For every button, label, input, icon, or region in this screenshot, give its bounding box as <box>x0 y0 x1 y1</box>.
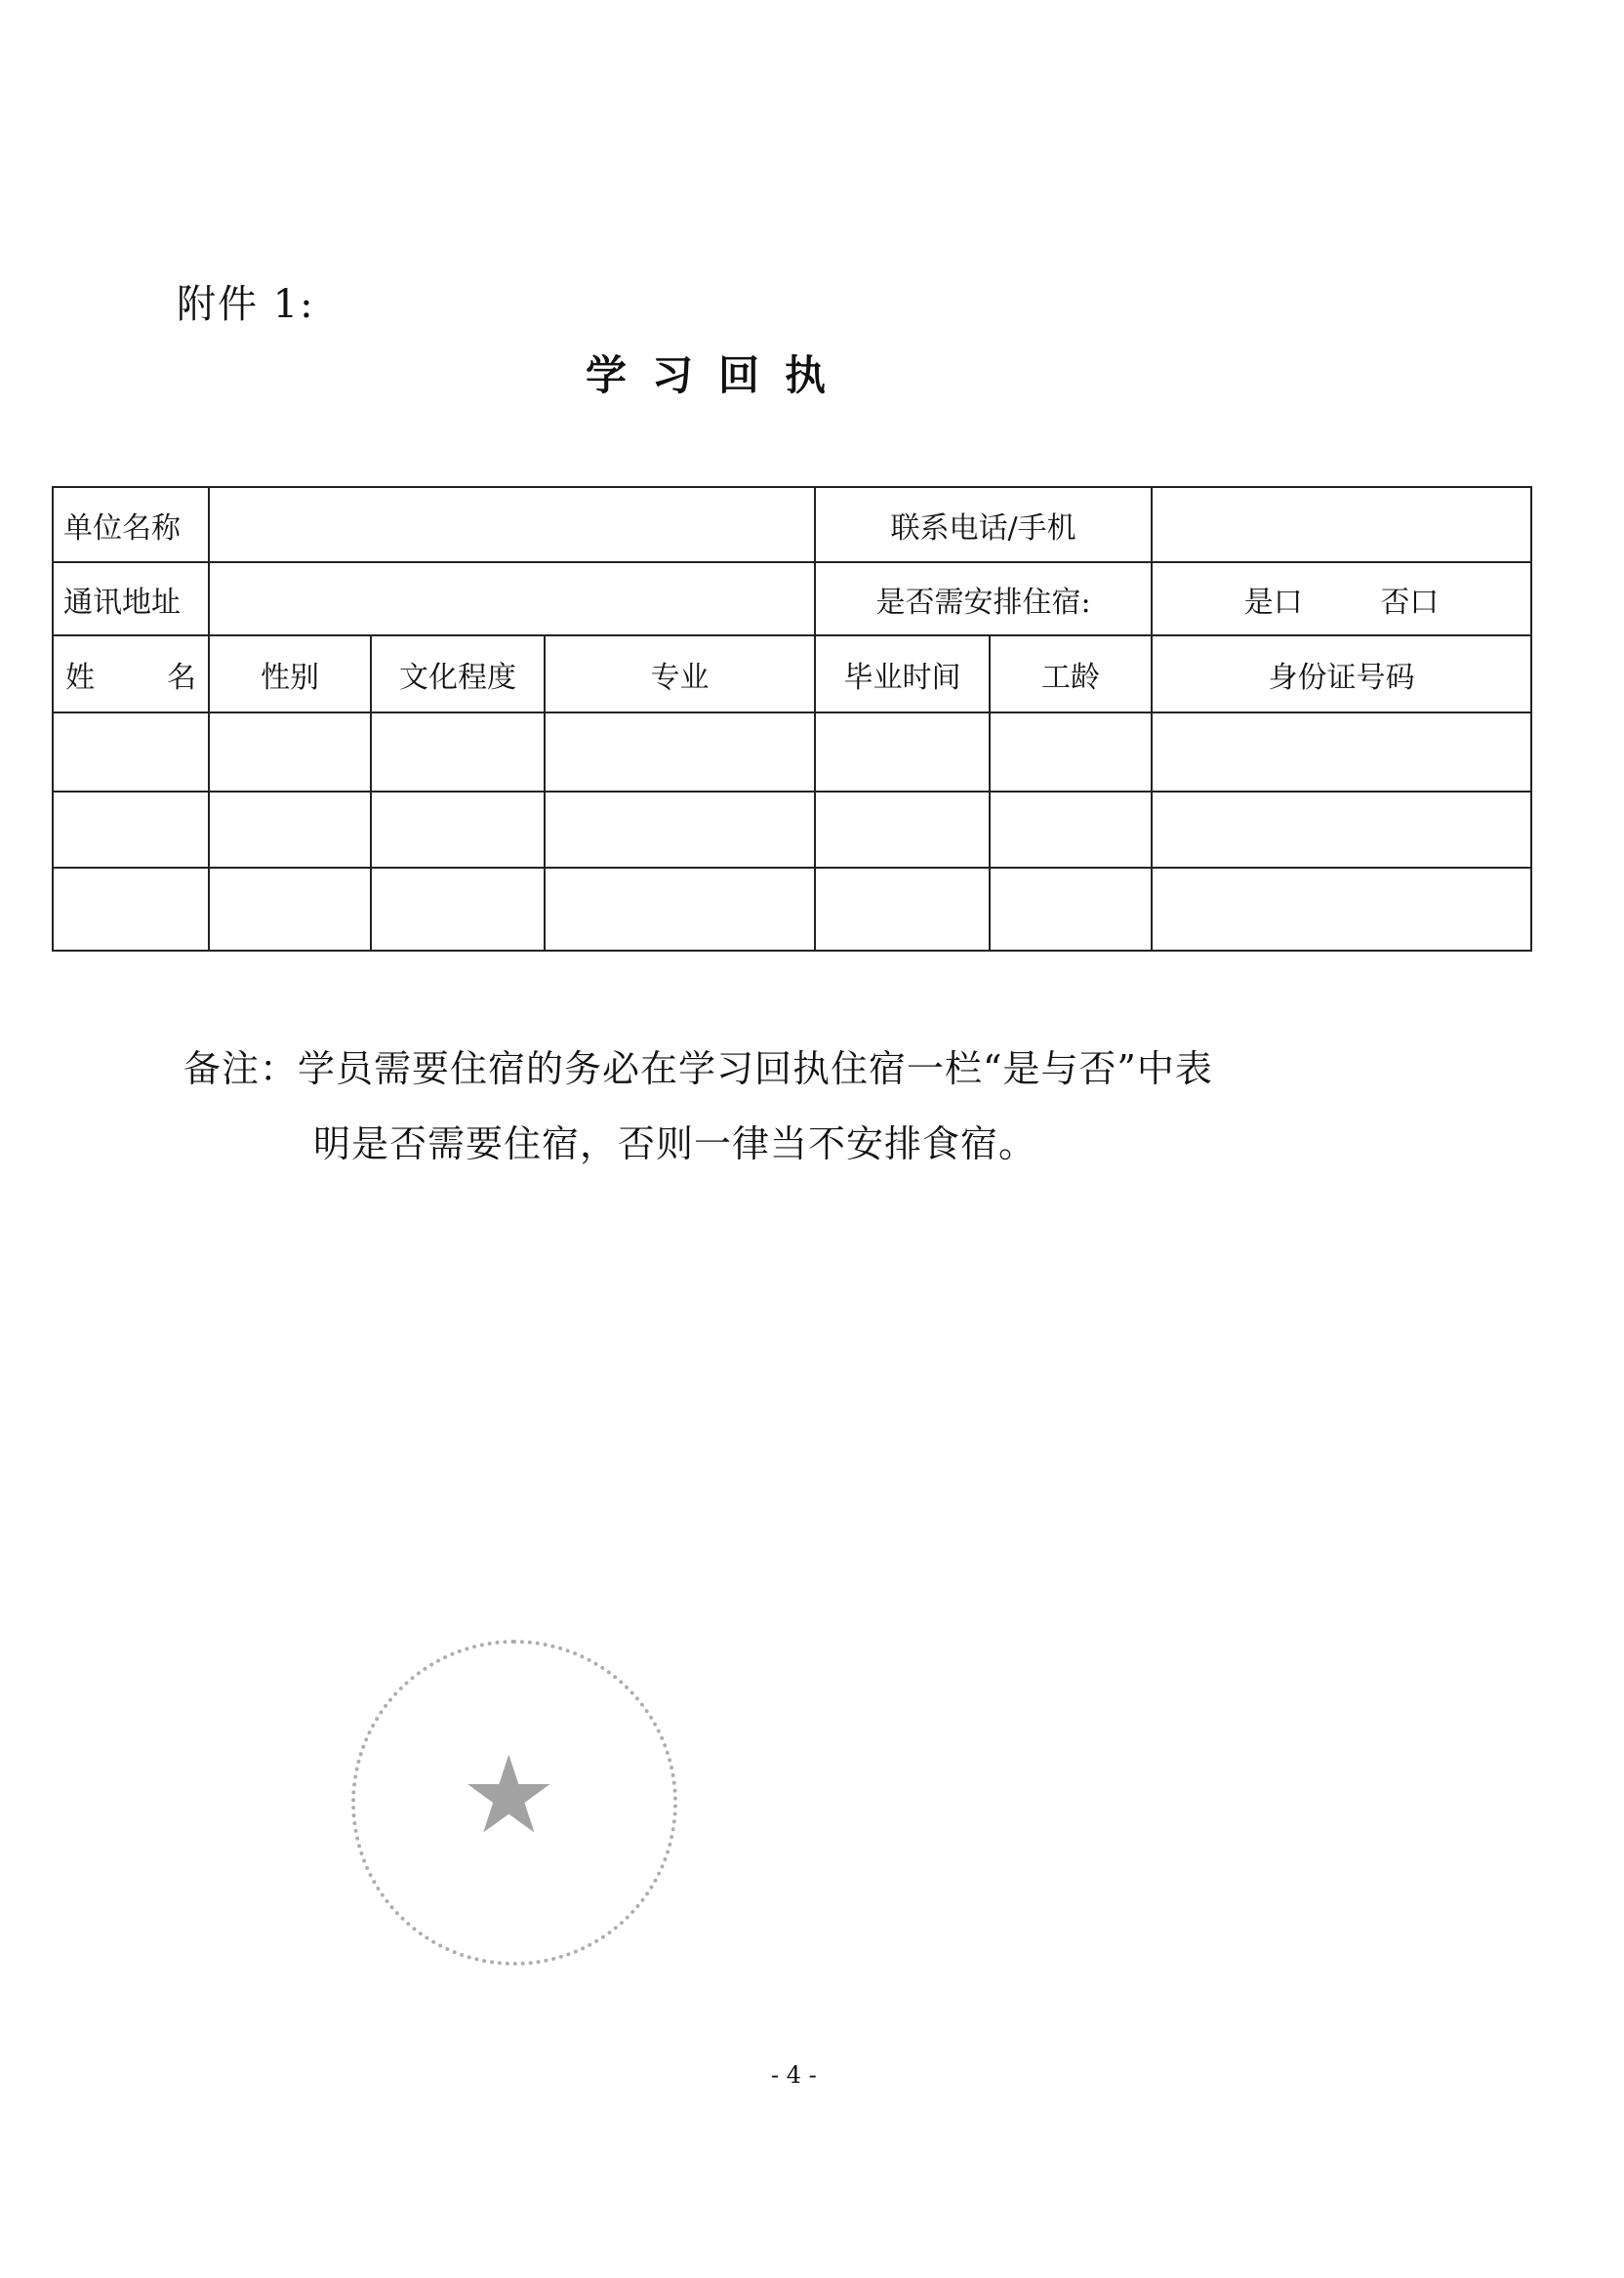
cell-graduation[interactable] <box>815 792 990 868</box>
official-seal <box>351 1640 677 1966</box>
col-header-education: 文化程度 <box>371 635 545 712</box>
page-title: 学习回执 <box>586 351 852 399</box>
col-header-gender: 性别 <box>209 635 371 712</box>
cell-gender[interactable] <box>209 792 371 868</box>
col-header-work-years: 工龄 <box>990 635 1152 712</box>
address-field[interactable] <box>209 562 815 635</box>
cell-education[interactable] <box>371 868 545 951</box>
cell-gender[interactable] <box>209 712 371 792</box>
cell-major[interactable] <box>545 712 815 792</box>
cell-major[interactable] <box>545 868 815 951</box>
receipt-form-table <box>52 486 1532 952</box>
lodging-options <box>1152 562 1531 635</box>
cell-graduation[interactable] <box>815 868 990 951</box>
table-row <box>53 868 1531 951</box>
col-header-major: 专业 <box>545 635 815 712</box>
org-name-label: 单位名称 <box>53 487 209 562</box>
star-icon: ★ <box>461 1732 557 1857</box>
table-row <box>53 712 1531 792</box>
remark-line-2: 明是否需要住宿，否则一律当不安排食宿。 <box>313 1122 1037 1165</box>
attachment-label: 附件 1: <box>177 282 315 327</box>
address-row <box>53 562 1531 635</box>
cell-id-number[interactable] <box>1152 712 1531 792</box>
cell-work-years[interactable] <box>990 712 1152 792</box>
address-label: 通讯地址 <box>53 562 209 635</box>
phone-label: 联系电话/手机 <box>815 487 1152 562</box>
cell-graduation[interactable] <box>815 712 990 792</box>
col-header-graduation: 毕业时间 <box>815 635 990 712</box>
name-char-1: 姓 <box>65 660 95 695</box>
remark-line-1: 备注：学员需要住宿的务必在学习回执住宿一栏“是与否”中表 <box>183 1047 1213 1090</box>
col-header-id-number: 身份证号码 <box>1152 635 1531 712</box>
lodging-label: 是否需安排住宿: <box>815 562 1152 635</box>
table-row <box>53 792 1531 868</box>
cell-id-number[interactable] <box>1152 792 1531 868</box>
header-row <box>53 635 1531 712</box>
phone-field[interactable] <box>1152 487 1531 562</box>
org-name-field[interactable] <box>209 487 815 562</box>
cell-id-number[interactable] <box>1152 868 1531 951</box>
cell-education[interactable] <box>371 712 545 792</box>
name-char-2: 名 <box>167 660 196 695</box>
cell-name[interactable] <box>53 868 209 951</box>
page-number: - 4 - <box>771 2061 817 2089</box>
cell-work-years[interactable] <box>990 868 1152 951</box>
cell-name[interactable] <box>53 792 209 868</box>
lodging-no-checkbox[interactable]: 否口 <box>1380 585 1440 620</box>
cell-work-years[interactable] <box>990 792 1152 868</box>
cell-gender[interactable] <box>209 868 371 951</box>
cell-name[interactable] <box>53 712 209 792</box>
col-header-name <box>53 635 209 712</box>
cell-education[interactable] <box>371 792 545 868</box>
cell-major[interactable] <box>545 792 815 868</box>
org-row <box>53 487 1531 562</box>
lodging-yes-checkbox[interactable]: 是口 <box>1243 585 1303 620</box>
